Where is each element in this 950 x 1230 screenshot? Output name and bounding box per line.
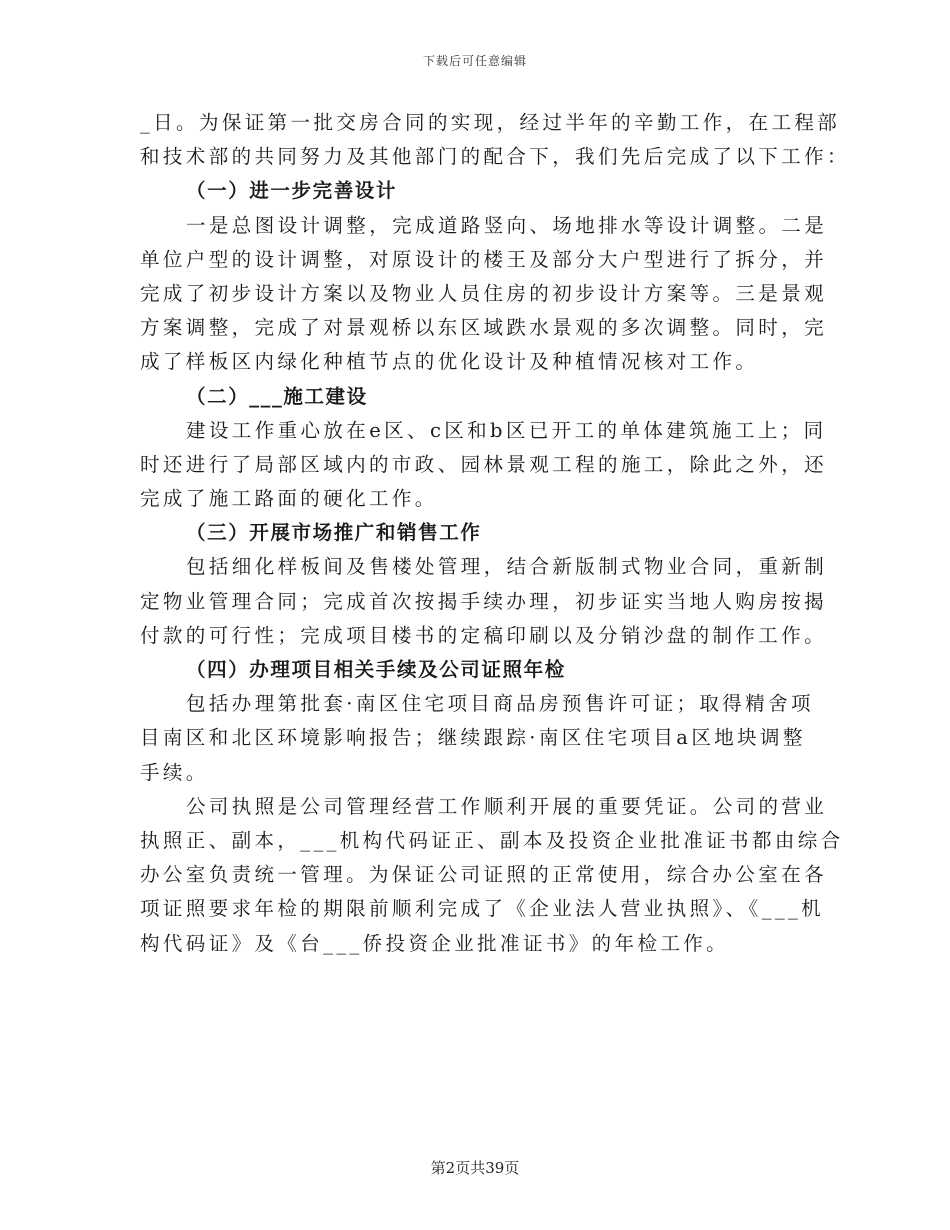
body-line: 包括办理第批套·南区住宅项目商品房预售许可证；取得精舍项 <box>186 692 814 716</box>
page-header: 下载后可任意编辑 <box>422 54 527 68</box>
body-line: 构代码证》及《台___侨投资企业批准证书》的年检工作。 <box>140 931 730 955</box>
body-line: 建设工作重心放在e区、c区和b区已开工的单体建筑施工上；同 <box>186 418 827 442</box>
document-body <box>140 106 850 961</box>
body-line: 和技术部的共同努力及其他部门的配合下，我们先后完成了以下工作： <box>140 145 850 169</box>
body-line: 方案调整，完成了对景观桥以东区域跌水景观的多次调整。同时，完 <box>140 316 828 340</box>
body-line: 一是总图设计调整，完成道路竖向、场地排水等设计调整。二是 <box>186 213 828 237</box>
body-line: 付款的可行性；完成项目楼书的定稿印刷以及分销沙盘的制作工作。 <box>140 623 828 647</box>
section-heading: （二）___施工建设 <box>186 384 368 408</box>
section-heading: （四）办理项目相关手续及公司证照年检 <box>186 658 566 681</box>
body-line: 单位户型的设计调整，对原设计的楼王及部分大户型进行了拆分，并 <box>140 247 828 271</box>
body-line: 手续。 <box>140 760 209 784</box>
section-heading: （一）进一步完善设计 <box>186 179 398 203</box>
page-number-footer: 第2页共39页 <box>430 1159 520 1177</box>
body-line: 完成了施工路面的硬化工作。 <box>140 487 438 511</box>
body-line: _日。为保证第一批交房合同的实现，经过半年的辛勤工作，在工程部 <box>140 111 841 134</box>
body-line: 完成了初步设计方案以及物业人员住房的初步设计方案等。三是景观 <box>140 281 828 305</box>
body-line: 时还进行了局部区域内的市政、园林景观工程的施工，除此之外，还 <box>140 452 828 476</box>
body-line: 定物业管理合同；完成首次按揭手续办理，初步证实当地人购房按揭 <box>140 589 828 613</box>
body-line: 成了样板区内绿化种植节点的优化设计及种植情况核对工作。 <box>140 350 759 374</box>
body-line: 执照正、副本，___机构代码证正、副本及投资企业批准证书都由综合 <box>140 828 844 852</box>
body-line: 包括细化样板间及售楼处管理，结合新版制式物业合同，重新制 <box>186 555 828 579</box>
section-heading: （三）开展市场推广和销售工作 <box>186 521 482 545</box>
body-line: 目南区和北区环境影响报告；继续跟踪·南区住宅项目a区地块调整 <box>140 726 806 750</box>
body-line: 项证照要求年检的期限前顺利完成了《企业法人营业执照》、《___机 <box>140 897 825 921</box>
body-line: 办公室负责统一管理。为保证公司证照的正常使用，综合办公室在各 <box>140 863 828 887</box>
body-line: 公司执照是公司管理经营工作顺利开展的重要凭证。公司的营业 <box>186 794 828 818</box>
